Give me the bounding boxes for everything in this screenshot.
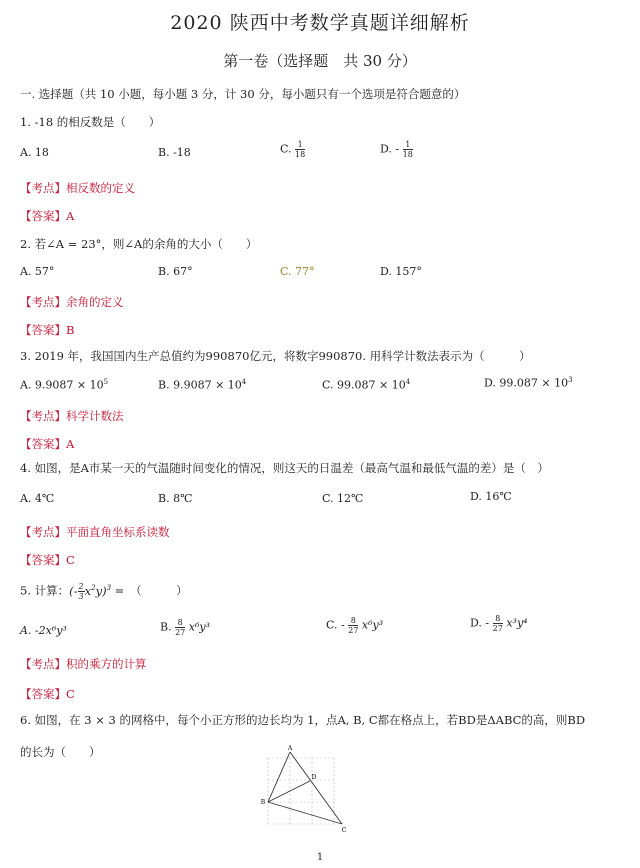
q2-option-b: B. 67°: [158, 265, 193, 278]
q2-option-d: D. 157°: [380, 265, 422, 278]
q5-option-a: A. -2x⁶y³: [20, 624, 67, 637]
q2-option-c: C. 77°: [280, 265, 315, 278]
q1-option-d: D. - $\frac{1}{18}$: [380, 140, 413, 159]
q4-option-d: D. 16℃: [470, 490, 512, 503]
label-b: B: [260, 799, 266, 806]
q1-answer: 【答案】A: [20, 209, 75, 223]
q4-option-c: C. 12℃: [322, 492, 364, 505]
q6-grid-figure: [252, 744, 364, 836]
q1-stem: 1. -18 的相反数是（ ）: [20, 115, 161, 129]
q5-answer: 【答案】C: [20, 687, 75, 701]
q3-option-d: D. $99.087 \times 10^3$: [484, 376, 573, 390]
q2-option-a: A. 57°: [20, 265, 55, 278]
q3-answer: 【答案】A: [20, 437, 75, 451]
triangle-abc: [268, 752, 342, 824]
label-c: C: [341, 827, 347, 834]
altitude-bd: [268, 781, 310, 802]
q1-option-b: B. -18: [158, 146, 191, 159]
q3-knowledge-point: 【考点】科学计数法: [20, 409, 124, 423]
q5-option-c: C. - $\frac{8}{27}$ x⁶y³: [326, 616, 384, 635]
q3-option-a: A. $9.9087 \times 10^5$: [20, 378, 109, 392]
page-number: 1: [316, 852, 324, 863]
q3-stem: 3. 2019 年，我国国内生产总值约为990870亿元，将数字990870. 用科学计数法表示为（ ）: [20, 349, 531, 363]
q4-option-a: A. 4℃: [20, 492, 55, 505]
page-subtitle: 第一卷（选择题 共 30 分）: [223, 52, 417, 70]
page-title: 2020 陕西中考数学真题详细解析: [170, 12, 470, 34]
q5-option-d: D. - $\frac{8}{27}$ x³y⁴: [470, 614, 528, 633]
q1-knowledge-point: 【考点】相反数的定义: [20, 181, 135, 195]
label-a: A: [287, 745, 293, 752]
label-d: D: [311, 774, 317, 781]
q1-option-c: C. $\frac{1}{18}$: [280, 140, 306, 159]
q4-option-b: B. 8℃: [158, 492, 193, 505]
q2-answer: 【答案】B: [20, 323, 75, 337]
q3-option-c: C. $99.087 \times 10^4$: [322, 378, 411, 392]
q5-option-b: B. $\frac{8}{27}$ x⁶y³: [160, 618, 211, 637]
q2-knowledge-point: 【考点】余角的定义: [20, 295, 124, 309]
q6-stem-line1: 6. 如图，在 3 × 3 的网格中，每个小正方形的边长均为 1，点A, B, C都在格点上，若BD是ΔABC的高，则BD: [20, 713, 586, 727]
q4-answer: 【答案】C: [20, 553, 75, 567]
q6-stem-line2: 的长为（ ）: [20, 745, 101, 759]
q4-knowledge-point: 【考点】平面直角坐标系读数: [20, 525, 170, 539]
q3-option-b: B. $9.9087 \times 10^4$: [158, 378, 247, 392]
section-heading: 一. 选择题（共 10 小题，每小题 3 分，计 30 分，每小题只有一个选项是符合题意的）: [20, 87, 466, 101]
q1-option-a: A. 18: [20, 146, 49, 159]
q5-knowledge-point: 【考点】积的乘方的计算: [20, 657, 147, 671]
q4-stem: 4. 如图，是A市某一天的气温随时间变化的情况，则这天的日温差（最高气温和最低气温的差）是（ ）: [20, 461, 549, 475]
q5-stem: 5. 计算：(- $\frac{2}{3}$ $x^2y)^3$ = （ ）: [20, 582, 188, 601]
q2-stem: 2. 若∠A = 23°，则∠A的余角的大小（ ）: [20, 237, 258, 251]
